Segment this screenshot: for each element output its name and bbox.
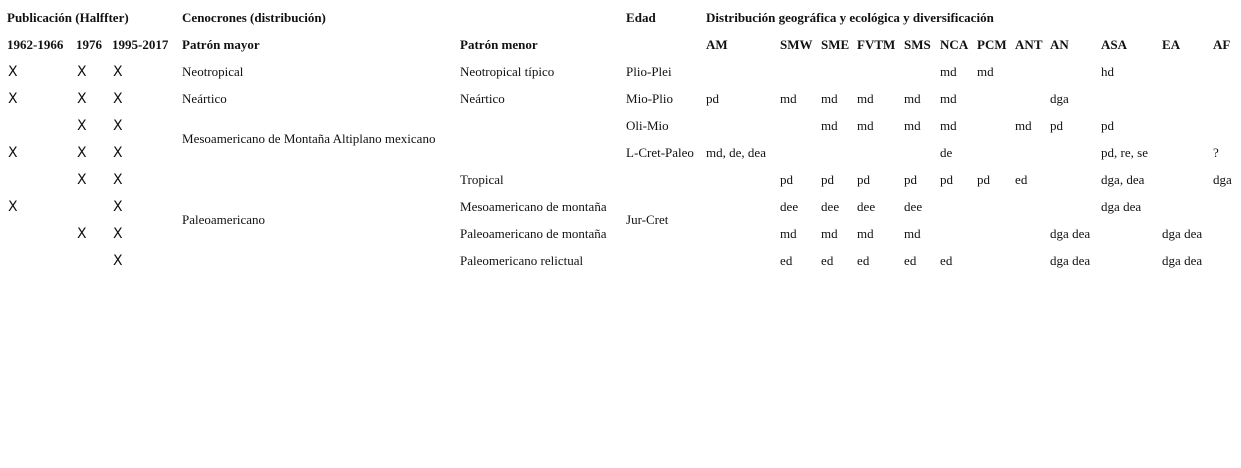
header-region-nca: NCA — [940, 36, 969, 52]
cell-pcm — [974, 112, 1012, 139]
cell-ant: ed — [1015, 171, 1028, 187]
cell-sme: md — [821, 117, 838, 133]
cell-sme: md — [821, 90, 838, 106]
cell-patron-menor — [457, 139, 623, 166]
cell-af — [1210, 112, 1234, 139]
header-region-smw: SMW — [780, 36, 813, 52]
cell-1962: X — [8, 90, 18, 107]
cell-sme — [818, 58, 854, 85]
cell-ea — [1159, 85, 1210, 112]
header-1995-2017: 1995-2017 — [112, 36, 169, 52]
cell-af — [1210, 247, 1234, 274]
cell-1976: X — [77, 117, 87, 134]
cell-af — [1210, 58, 1234, 85]
header-region-pcm: PCM — [977, 36, 1007, 52]
cell-ant — [1012, 85, 1047, 112]
cell-ant — [1012, 220, 1047, 247]
cell-1962 — [4, 112, 73, 139]
cell-an — [1047, 58, 1098, 85]
cell-patron-menor: Neártico — [460, 90, 505, 106]
cell-sme: md — [821, 225, 838, 241]
cell-am — [703, 112, 777, 139]
cell-ant — [1012, 58, 1047, 85]
cell-ea: dga dea — [1162, 252, 1203, 268]
header-region-ant: ANT — [1015, 36, 1043, 52]
cell-1976: X — [77, 90, 87, 107]
cell-1962 — [4, 220, 73, 247]
cell-fvtm: dee — [857, 198, 876, 214]
cell-patron-menor: Paleoamericano de montaña — [460, 225, 607, 241]
cell-1995: X — [113, 117, 123, 134]
cell-af: ? — [1213, 144, 1219, 160]
cell-af — [1210, 193, 1234, 220]
cenocrones-table — [4, 4, 1234, 274]
cell-asa: pd, re, se — [1101, 144, 1148, 160]
cell-am — [703, 166, 777, 193]
cell-ea — [1159, 166, 1210, 193]
cell-asa — [1098, 220, 1159, 247]
cell-patron-menor: Mesoamericano de montaña — [460, 198, 607, 214]
cell-ant — [1012, 139, 1047, 166]
cell-fvtm: ed — [857, 252, 870, 268]
cell-smw: md — [780, 90, 797, 106]
cell-smw: pd — [780, 171, 794, 187]
header-region-af: AF — [1213, 36, 1231, 52]
cell-an — [1047, 139, 1098, 166]
cell-1976 — [73, 247, 109, 274]
cell-pcm — [974, 193, 1012, 220]
cell-sme — [818, 139, 854, 166]
cell-nca — [937, 193, 974, 220]
cell-asa: dga, dea — [1101, 171, 1145, 187]
cell-nca: md — [940, 63, 957, 79]
cell-1962: X — [8, 63, 18, 80]
header-region-am: AM — [706, 36, 728, 52]
cell-fvtm — [854, 58, 901, 85]
cell-1995: X — [113, 198, 123, 215]
cell-an: pd — [1050, 117, 1064, 133]
cell-smw — [777, 58, 818, 85]
cell-patron-mayor: Neártico — [182, 90, 227, 106]
cell-ant — [1012, 247, 1047, 274]
header-patron-menor: Patrón menor — [460, 36, 538, 52]
table-row — [4, 112, 1234, 139]
table-row — [4, 58, 1234, 85]
cell-smw: ed — [780, 252, 793, 268]
cell-1962 — [4, 166, 73, 193]
cell-an: dga — [1050, 90, 1069, 106]
cell-smw — [777, 112, 818, 139]
cell-sme: ed — [821, 252, 834, 268]
cell-ea — [1159, 139, 1210, 166]
cell-fvtm: pd — [857, 171, 871, 187]
cell-nca: md — [940, 90, 957, 106]
cell-af — [1210, 220, 1234, 247]
cell-1976 — [73, 193, 109, 220]
cell-nca: ed — [940, 252, 953, 268]
header-edad-blank — [623, 31, 703, 58]
cell-1976: X — [77, 63, 87, 80]
cell-an — [1047, 166, 1098, 193]
cell-am — [703, 58, 777, 85]
header-1962-1966: 1962-1966 — [7, 36, 64, 52]
cell-sms: md — [904, 90, 921, 106]
cell-ant: md — [1015, 117, 1032, 133]
cell-sme: pd — [821, 171, 835, 187]
cell-1995: X — [113, 225, 123, 242]
cell-patron-mayor: Mesoamericano de Montaña Altiplano mexicano — [182, 131, 436, 146]
cell-edad: Jur-Cret — [626, 212, 669, 227]
cell-asa — [1098, 85, 1159, 112]
cell-1976: X — [77, 144, 87, 161]
header-region-ea: EA — [1162, 36, 1181, 52]
cell-smw: md — [780, 225, 797, 241]
cell-ea — [1159, 112, 1210, 139]
cell-pcm — [974, 85, 1012, 112]
cell-an — [1047, 193, 1098, 220]
header-publicacion: Publicación (Halffter) — [7, 9, 129, 25]
cell-an: dga dea — [1050, 225, 1091, 241]
cell-1995: X — [113, 63, 123, 80]
header-region-sms: SMS — [904, 36, 931, 52]
header-region-asa: ASA — [1101, 36, 1128, 52]
cell-1995: X — [113, 90, 123, 107]
cell-1962 — [4, 247, 73, 274]
cell-smw — [777, 139, 818, 166]
cell-sms: ed — [904, 252, 917, 268]
header-cenocrones: Cenocrones (distribución) — [182, 9, 326, 25]
table-row — [4, 85, 1234, 112]
cell-ant — [1012, 193, 1047, 220]
cell-fvtm: md — [857, 117, 874, 133]
header-1976: 1976 — [76, 36, 102, 52]
cell-edad: L-Cret-Paleo — [626, 144, 694, 160]
cell-edad: Mio-Plio — [626, 90, 674, 106]
cell-pcm: pd — [977, 171, 991, 187]
cell-af: dga — [1213, 171, 1232, 187]
cell-ea — [1159, 58, 1210, 85]
cell-fvtm — [854, 139, 901, 166]
cell-af — [1210, 85, 1234, 112]
cell-ea: dga dea — [1162, 225, 1203, 241]
cell-ea — [1159, 193, 1210, 220]
cell-patron-menor: Tropical — [460, 171, 504, 187]
cell-am: md, de, dea — [706, 144, 766, 160]
cell-edad: Plio-Plei — [626, 63, 672, 79]
cell-nca: md — [940, 117, 957, 133]
cell-smw: dee — [780, 198, 799, 214]
cell-patron-menor — [457, 112, 623, 139]
cell-patron-mayor: Paleoamericano — [182, 212, 266, 227]
header-distribucion: Distribución geográfica y ecológica y diversificación — [706, 9, 994, 25]
cell-1976: X — [77, 171, 87, 188]
cell-an: dga dea — [1050, 252, 1091, 268]
cell-1995: X — [113, 171, 123, 188]
cell-pcm — [974, 220, 1012, 247]
cell-asa: hd — [1101, 63, 1115, 79]
cell-sme: dee — [821, 198, 840, 214]
cell-pcm — [974, 139, 1012, 166]
cell-fvtm: md — [857, 225, 874, 241]
cell-sms: md — [904, 117, 921, 133]
cell-fvtm: md — [857, 90, 874, 106]
cell-sms — [901, 58, 937, 85]
cell-nca — [937, 220, 974, 247]
cell-patron-menor: Neotropical típico — [460, 63, 555, 79]
header-region-an: AN — [1050, 36, 1069, 52]
cell-1995: X — [113, 144, 123, 161]
cell-asa — [1098, 247, 1159, 274]
header-row — [4, 4, 1234, 31]
cell-sms: md — [904, 225, 921, 241]
cell-sms — [901, 139, 937, 166]
cell-edad: Oli-Mio — [626, 117, 669, 133]
cell-am — [703, 247, 777, 274]
cell-pcm — [974, 247, 1012, 274]
header-region-fvtm: FVTM — [857, 36, 896, 52]
header-region-sme: SME — [821, 36, 850, 52]
cell-1995: X — [113, 252, 123, 269]
cell-am: pd — [706, 90, 720, 106]
cell-asa: dga dea — [1101, 198, 1142, 214]
cell-patron-menor: Paleomericano relictual — [460, 252, 584, 268]
table-row — [4, 166, 1234, 193]
header-edad: Edad — [626, 9, 656, 25]
cell-nca: pd — [940, 171, 954, 187]
cell-am — [703, 220, 777, 247]
cell-sms: dee — [904, 198, 923, 214]
header-patron-mayor: Patrón mayor — [182, 36, 260, 52]
cell-pcm: md — [977, 63, 994, 79]
subheader-row — [4, 31, 1234, 58]
cell-am — [703, 193, 777, 220]
cell-patron-mayor: Neotropical — [182, 63, 244, 79]
cell-sms: pd — [904, 171, 918, 187]
cell-asa: pd — [1101, 117, 1115, 133]
cell-1962: X — [8, 198, 18, 215]
cell-1976: X — [77, 225, 87, 242]
cell-1962: X — [8, 144, 18, 161]
cell-nca: de — [940, 144, 953, 160]
